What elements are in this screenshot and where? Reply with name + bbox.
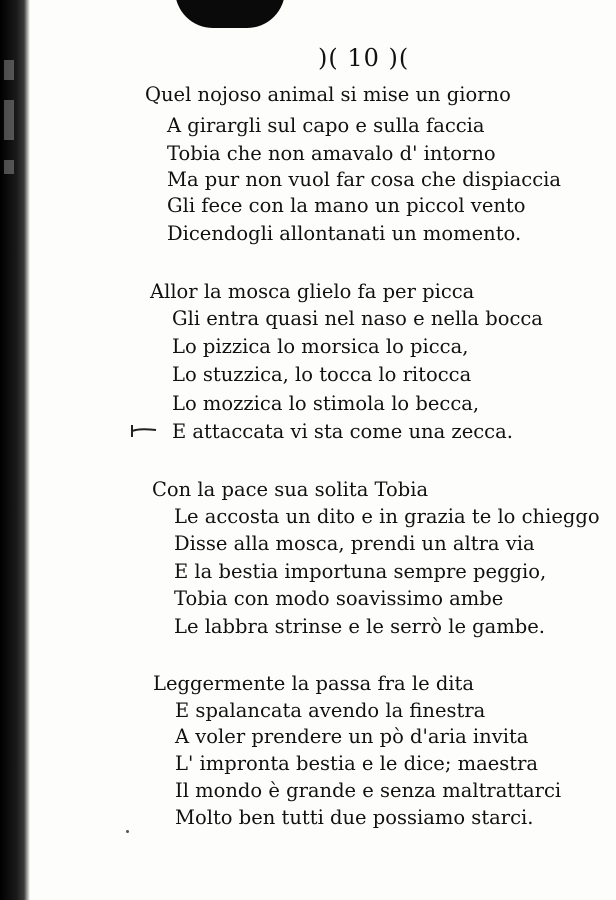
verse-line: A girargli sul capo e sulla faccia: [167, 114, 485, 137]
verse-line: Dicendogli allontanati un momento.: [167, 222, 522, 245]
spine-mark: [4, 160, 14, 174]
verse-line: Disse alla mosca, prendi un altra via: [174, 532, 535, 555]
verse-line: Con la pace sua solita Tobia: [152, 478, 429, 501]
spine-mark: [4, 100, 14, 140]
verse-line: Molto ben tutti due possiamo starci.: [175, 806, 534, 829]
verse-line: Tobia con modo soavissimo ambe: [174, 587, 504, 610]
verse-line: Il mondo è grande e senza maltrattarci: [175, 779, 562, 802]
verse-line: E spalancata avendo la finestra: [175, 699, 486, 722]
verse-line: E la bestia importuna sempre peggio,: [174, 560, 547, 583]
verse-line: A voler prendere un pò d'aria invita: [175, 725, 529, 748]
verse-line: Lo stuzzica, lo tocca lo ritocca: [172, 363, 472, 386]
verse-line: Allor la mosca glielo fa per picca: [150, 280, 475, 303]
verse-line: Gli entra quasi nel naso e nella bocca: [172, 307, 543, 330]
verse-line: Gli fece con la mano un piccol vento: [167, 194, 526, 217]
page-number: )( 10 )(: [318, 44, 410, 72]
verse-line: L' impronta bestia e le dice; maestra: [175, 752, 539, 775]
verse-line: Quel nojoso animal si mise un giorno: [145, 83, 511, 106]
verse-line: Le accosta un dito e in grazia te lo chieggo: [174, 505, 600, 528]
book-binding-shadow: [0, 0, 30, 900]
verse-line: E attaccata vi sta come una zecca.: [172, 420, 513, 443]
verse-line: Le labbra strinse e le serrò le gambe.: [174, 615, 546, 638]
verse-line: Ma pur non vuol far cosa che dispiaccia: [167, 168, 562, 191]
verse-line: Lo pizzica lo morsica lo picca,: [172, 335, 469, 358]
handwritten-margin-mark: [128, 423, 158, 439]
paper-speck: [126, 830, 129, 833]
verse-line: Leggermente la passa fra le dita: [153, 672, 475, 695]
verse-line: Lo mozzica lo stimola lo becca,: [172, 392, 480, 415]
verse-line: Tobia che non amavalo d' intorno: [167, 142, 496, 165]
spine-mark: [4, 60, 14, 80]
